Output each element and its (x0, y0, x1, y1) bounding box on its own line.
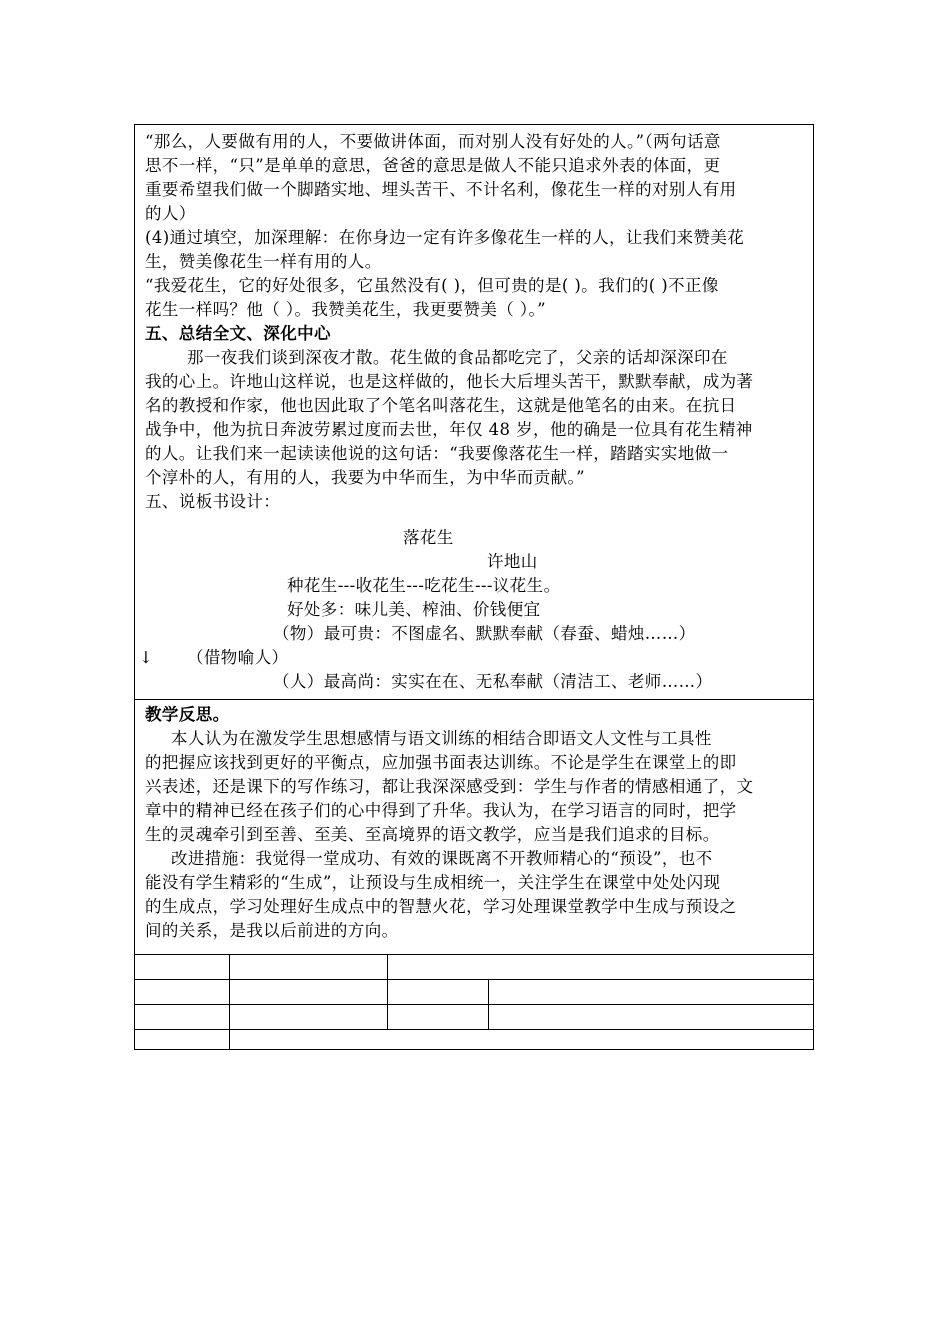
text-line: 的人。让我们来一起读读他说的这句话：“我要像落花生一样，踏踏实实地做一 (145, 444, 729, 463)
cell-divider (387, 955, 388, 979)
empty-table-row (135, 955, 813, 980)
text-line: 战争中，他为抗日奔波劳累过度而去世，年仅 48 岁，他的确是一位具有花生精神 (145, 420, 753, 439)
text-line: 重要希望我们做一个脚踏实地、埋头苦干、不计名利，像花生一样的对别人有用 (145, 180, 737, 199)
text-line: 章中的精神已经在孩子们的心中得到了升华。我认为，在学习语言的同时，把学 (145, 801, 737, 820)
empty-table-row (135, 980, 813, 1005)
board-title: 落花生 (403, 528, 454, 547)
cell-divider (229, 1030, 230, 1049)
text-line: “我爱花生，它的好处很多，它虽然没有( )，但可贵的是( )。我们的( )不正像 (145, 276, 719, 295)
text-line: 那一夜我们谈到深夜才散。花生做的食品都吃完了，父亲的话却深深印在 (187, 348, 728, 367)
board-line: 种花生---收花生---吃花生---议花生。 (287, 576, 561, 595)
section-heading: 五、总结全文、深化中心 (145, 324, 331, 343)
text-line: 间的关系，是我以后前进的方向。 (145, 921, 399, 940)
section-heading: 五、说板书设计： (145, 492, 281, 511)
empty-table-row (135, 1005, 813, 1030)
board-line: （物）最可贵：不图虚名、默默奉献（春蚕、蜡烛……） (273, 624, 696, 643)
text-line: “那么，人要做有用的人，不要做讲体面，而对别人没有好处的人。”（两句话意 (145, 132, 721, 151)
text-line: 生，赞美像花生一样有用的人。 (145, 252, 382, 271)
text-line: 的生成点，学习处理好生成点中的智慧火花，学习处理课堂教学中生成与预设之 (145, 897, 737, 916)
empty-table-row (135, 1030, 813, 1049)
cell-divider (387, 1005, 388, 1029)
board-author: 许地山 (487, 552, 538, 571)
text-line: 兴表述，还是课下的写作练习，都让我深深感受到：学生与作者的情感相通了，文 (145, 777, 754, 796)
text-line: 本人认为在激发学生思想感情与语文训练的相结合即语文人文性与工具性 (171, 729, 712, 748)
cell-divider (488, 980, 489, 1004)
text-line: 生的灵魂牵引到至善、至美、至高境界的语文教学，应当是我们追求的目标。 (145, 825, 720, 844)
cell-divider (229, 955, 230, 979)
reflection-cell (135, 700, 813, 955)
cell-divider (488, 1005, 489, 1029)
arrow-down-icon: ↓ (139, 648, 154, 667)
lesson-content-cell (135, 125, 813, 700)
cell-divider (229, 980, 230, 1004)
text-line: 的把握应该找到更好的平衡点，应加强书面表达训练。不论是学生在课堂上的即 (145, 753, 737, 772)
cell-divider (229, 1005, 230, 1029)
text-line: 名的教授和作家，他也因此取了个笔名叫落花生，这就是他笔名的由来。在抗日 (145, 396, 737, 415)
text-line: 思不一样，“只”是单单的意思，爸爸的意思是做人不能只追求外表的体面，更 (145, 156, 721, 175)
board-line: （人）最高尚：实实在在、无私奉献（清洁工、老师……） (273, 672, 713, 691)
lesson-table (134, 124, 814, 1050)
reflection-heading: 教学反思。 (145, 705, 230, 724)
text-line: 个淳朴的人，有用的人，我要为中华而生，为中华而贡献。” (145, 468, 585, 487)
text-line: (4)通过填空，加深理解：在你身边一定有许多像花生一样的人，让我们来赞美花 (145, 228, 745, 247)
cell-divider (387, 980, 388, 1004)
text-line: 能没有学生精彩的“生成”，让预设与生成相统一，关注学生在课堂中处处闪现 (145, 873, 721, 892)
board-line: 好处多：味儿美、榨油、价钱便宜 (287, 600, 541, 619)
text-line: 的人） (145, 204, 196, 223)
board-line: （借物喻人） (187, 648, 289, 667)
text-line: 我的心上。许地山这样说，也是这样做的，他长大后埋头苦干，默默奉献，成为著 (145, 372, 754, 391)
text-line: 改进措施：我觉得一堂成功、有效的课既离不开教师精心的“预设”，也不 (171, 849, 713, 868)
text-line: 花生一样吗？他（ ）。我赞美花生，我更要赞美（ ）。” (145, 300, 546, 319)
